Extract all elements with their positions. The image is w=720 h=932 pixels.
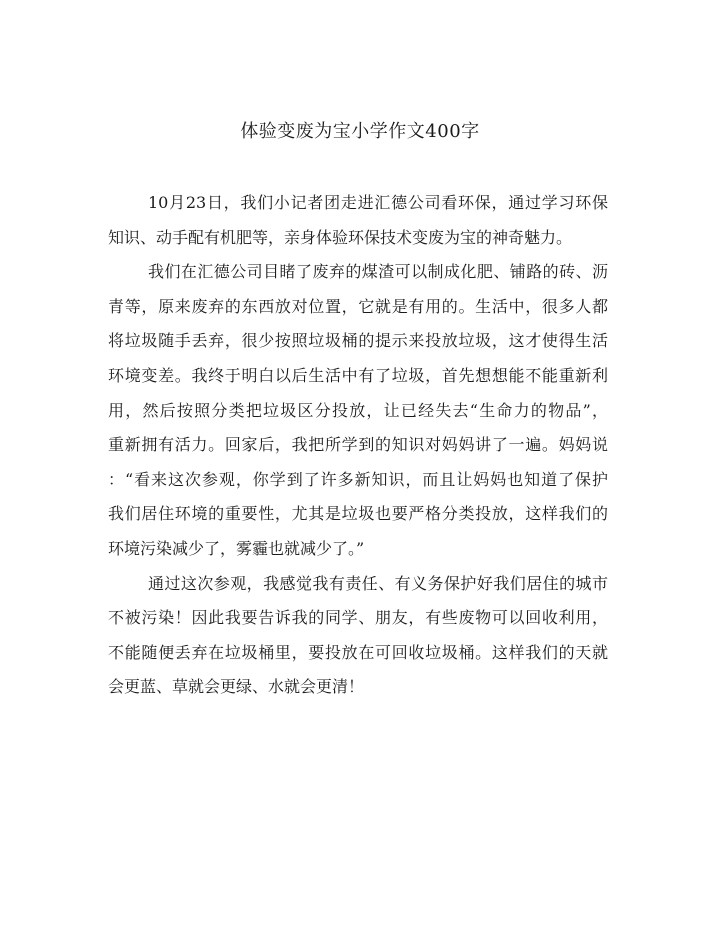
text-line: 10月23日，我们小记者团走进汇德公司看环保，通过学习环保: [148, 193, 608, 212]
text-line: 会更蓝、草就会更绿、水就会更清！: [108, 677, 365, 697]
paragraph-3: [108, 567, 608, 705]
text-line: 不被污染！因此我要告诉我的同学、朋友，有些废物可以回收利用，: [108, 608, 608, 628]
document-title: 体验变废为宝小学作文400字: [240, 121, 480, 142]
text-line: 环境污染减少了，雾霾也就减少了。”: [108, 538, 365, 558]
text-line: 不能随便丢弃在垃圾桶里，要投放在可回收垃圾桶。这样我们的天就: [108, 642, 608, 662]
text-line: 知识、动手配有机肥等，亲身体验环保技术变废为宝的神奇魅力。: [108, 227, 573, 247]
text-line: 我们居住环境的重要性，尤其是垃圾也要严格分类投放，这样我们的: [108, 504, 608, 524]
paragraph-2: [108, 255, 608, 566]
text-line: 重新拥有活力。回家后，我把所学到的知识对妈妈讲了一遍。妈妈说: [108, 435, 608, 455]
text-line: 我们在汇德公司目睹了废弃的煤渣可以制成化肥、铺路的砖、沥: [148, 262, 608, 282]
text-line: 将垃圾随手丢弃，很少按照垃圾桶的提示来投放垃圾，这才使得生活: [108, 331, 608, 351]
text-line: 通过这次参观，我感觉我有责任、有义务保护好我们居住的城市: [148, 573, 608, 593]
text-line: 青等，原来废弃的东西放对位置，它就是有用的。生活中，很多人都: [108, 296, 608, 316]
paragraph-1: [108, 186, 608, 255]
text-line: ：“看来这次参观，你学到了许多新知识，而且让妈妈也知道了保护: [108, 469, 608, 489]
document-body: [108, 186, 608, 705]
text-line: 环境变差。我终于明白以后生活中有了垃圾，首先想想能不能重新利: [108, 365, 608, 385]
text-line: 用，然后按照分类把垃圾区分投放，让已经失去“生命力的物品”，: [108, 400, 608, 420]
